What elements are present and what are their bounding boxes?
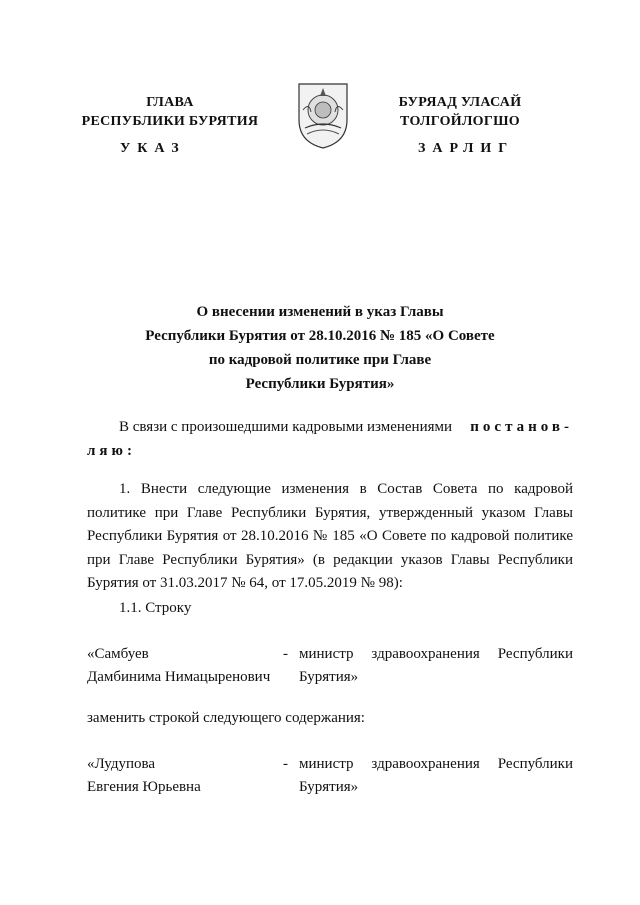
- entry-old-role-line1: министр здравоохранения Республики: [299, 646, 573, 662]
- paragraph-1-1: 1.1. Строку: [119, 600, 192, 616]
- title-line: по кадровой политике при Главе: [208, 352, 432, 368]
- coat-of-arms-emblem: [295, 80, 351, 150]
- entry-new: [87, 753, 573, 801]
- entry-new-role-line1: министр здравоохранения Республики: [299, 756, 573, 772]
- header-left-line2: РЕСПУБЛИКИ БУРЯТИЯ: [81, 114, 259, 129]
- doc-type-zarlig: ЗАРЛИГ: [418, 141, 515, 156]
- entry-old-name-line2: Дамбинима Нимацыренович: [87, 669, 271, 685]
- title-line: О внесении изменений в указ Главы: [196, 304, 444, 320]
- replace-text: заменить строкой следующего содержания:: [87, 710, 365, 726]
- header-right-line2: ТОЛГОЙЛОГШО: [400, 114, 520, 129]
- header-right: [385, 93, 535, 131]
- preamble-emph-a: постанов-: [470, 419, 573, 435]
- title-line: Республики Бурятия»: [245, 376, 395, 392]
- preamble-text: В связи с произошедшими кадровыми изменениями: [119, 419, 453, 435]
- header-right-line1: БУРЯАД УЛАСАЙ: [398, 95, 522, 110]
- document-title: [100, 300, 540, 396]
- paragraph-1: 1. Внести следующие изменения в Состав Совета по кадровой политике при Главе Республики Бурятия, утвержденный указом Главы Республики Бурятия от 28.10.2016 № 185 «О Совете по кадровой политике при Главе Республики Бурятия» (в редакции указов Главы Республики Бурятия от 31.03.2017 № 64, от 17.05.2019 № 98):: [87, 481, 573, 591]
- entry-old-name-line1: «Самбуев: [87, 646, 149, 662]
- doc-type-ukaz: УКАЗ: [120, 141, 186, 156]
- entry-old-dash: -: [283, 646, 288, 662]
- preamble: [87, 416, 573, 463]
- entry-old-role-line2: Бурятия»: [299, 669, 359, 685]
- entry-new-name-line2: Евгения Юрьевна: [87, 779, 201, 795]
- title-line: Республики Бурятия от 28.10.2016 № 185 «О Совете: [145, 328, 495, 344]
- header-left: [80, 93, 260, 131]
- header-left-line1: ГЛАВА: [146, 95, 194, 110]
- entry-new-role-line2: Бурятия»: [299, 779, 359, 795]
- entry-new-dash: -: [283, 756, 288, 772]
- entry-new-name-line1: «Лудупова: [87, 756, 156, 772]
- preamble-emph-b: ляю:: [87, 442, 136, 459]
- entry-old: [87, 643, 573, 691]
